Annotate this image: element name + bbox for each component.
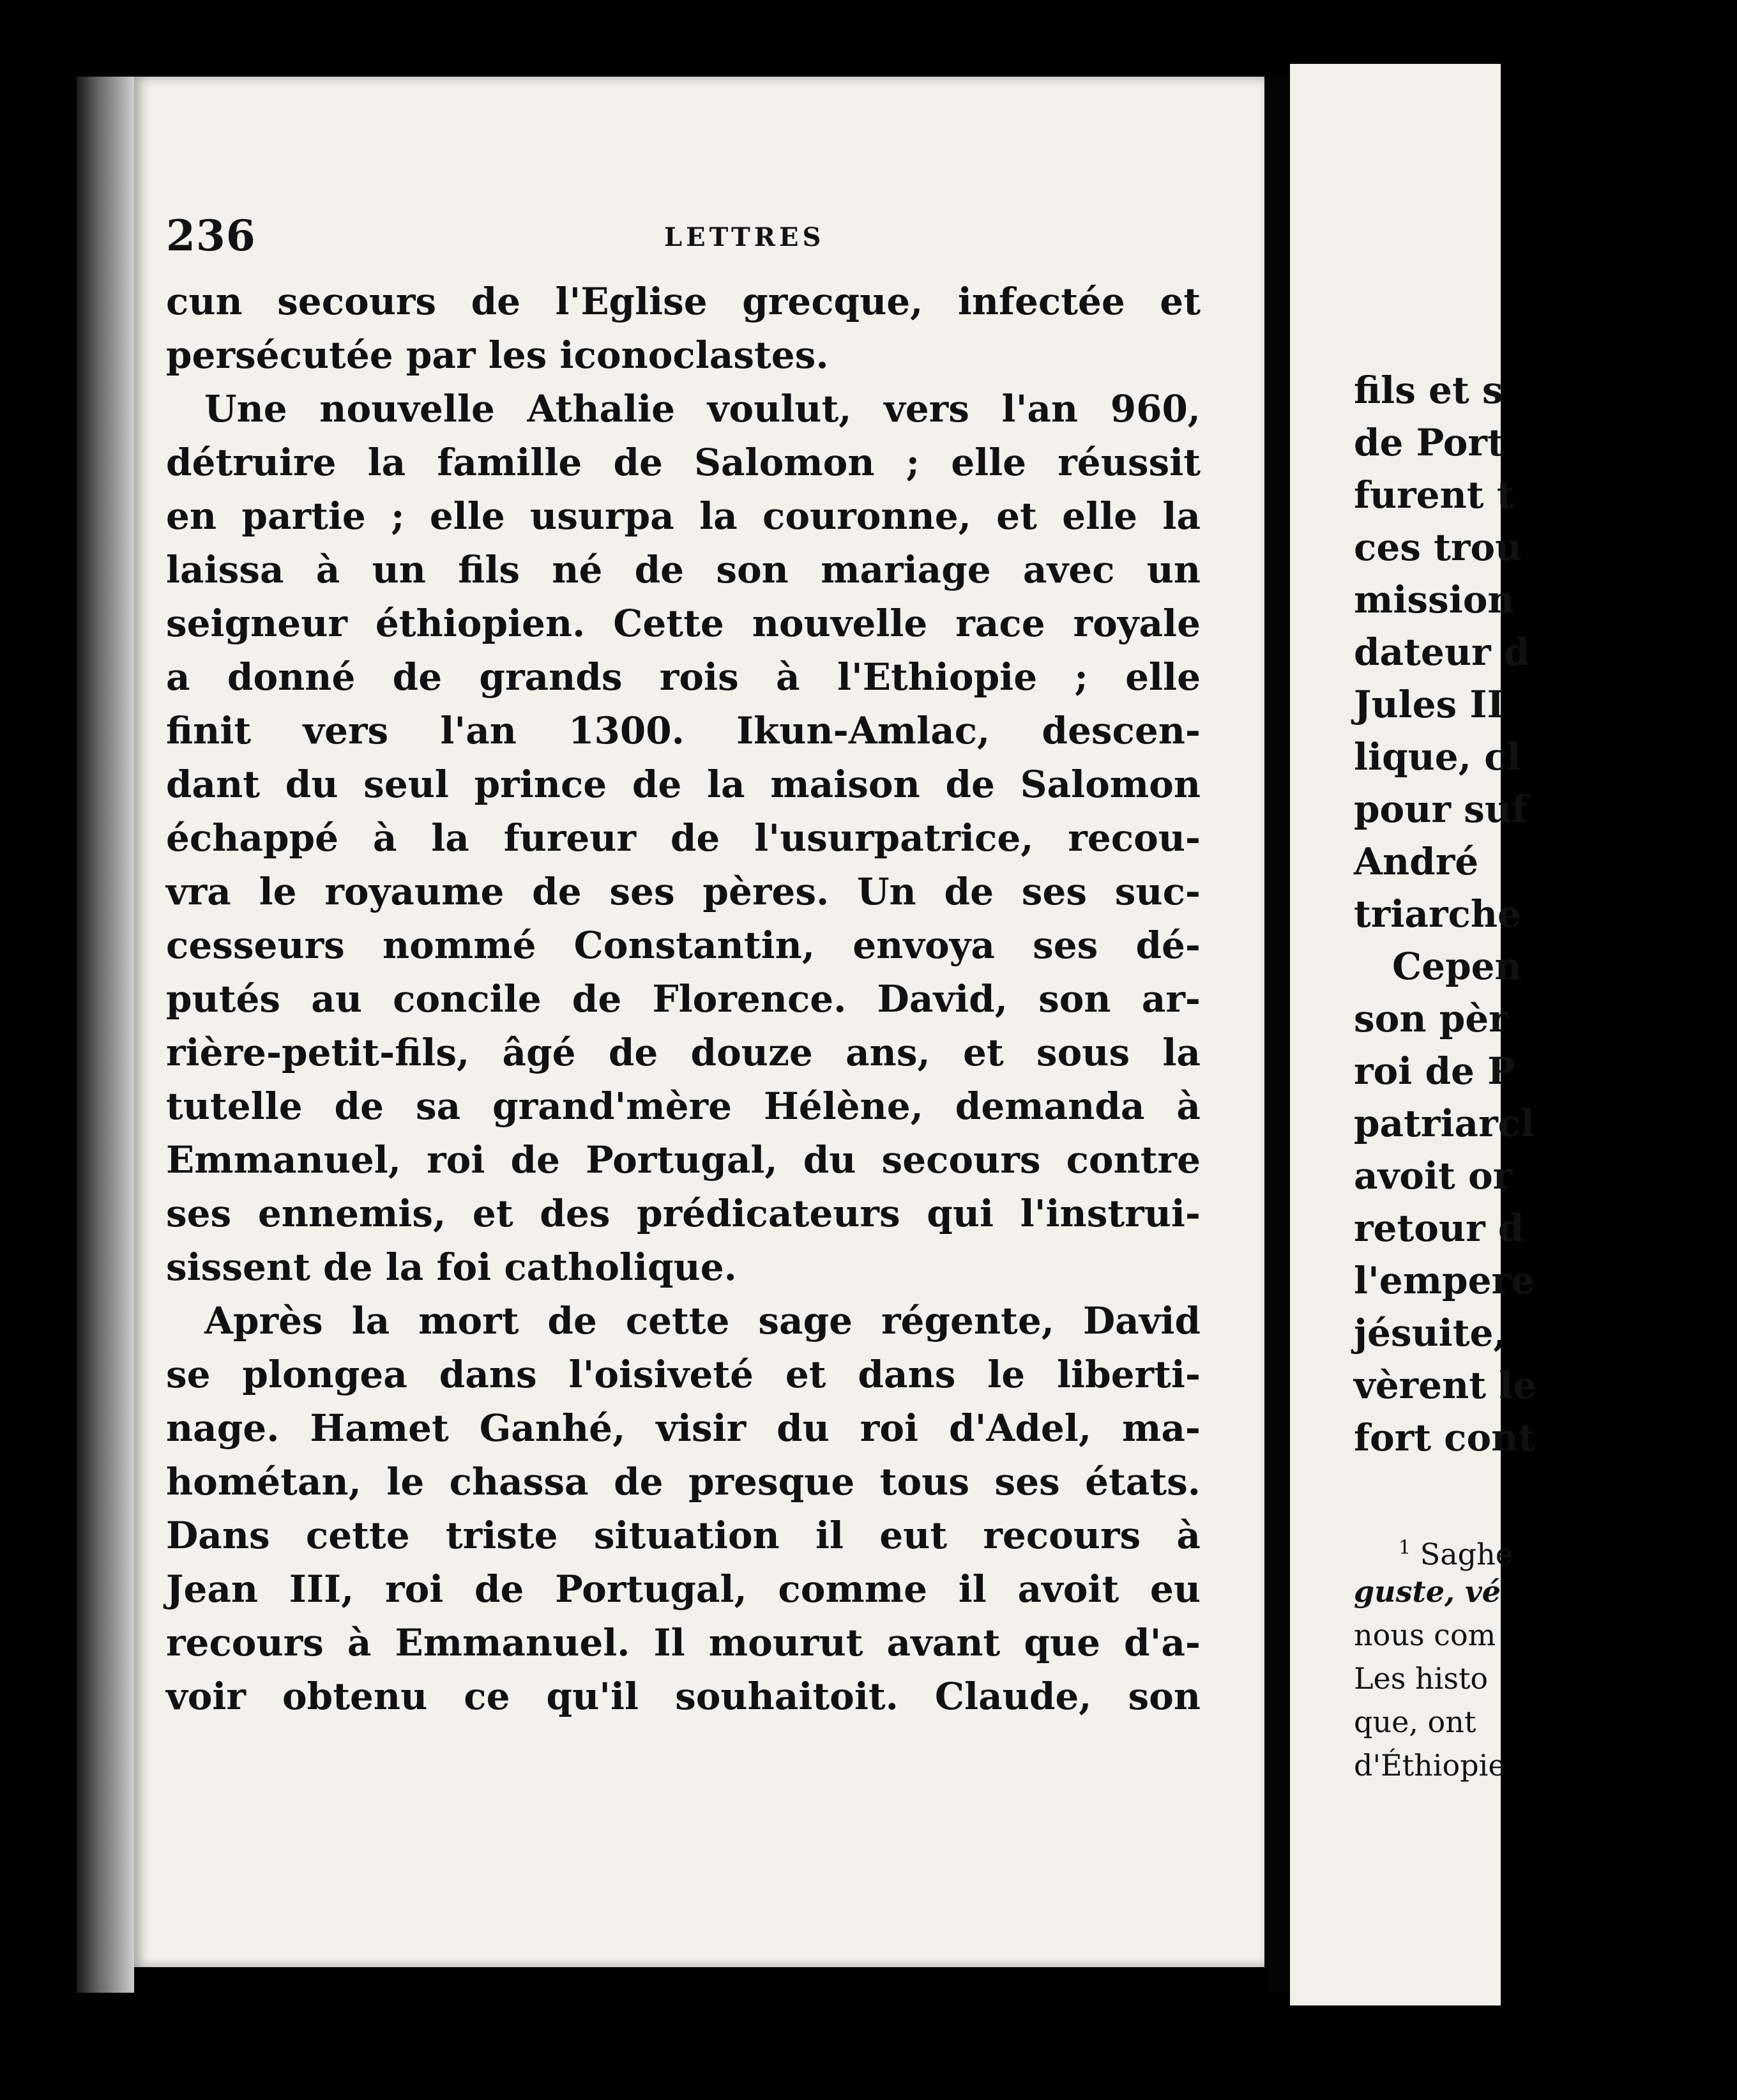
footnote-line: guste, vé <box>1354 1574 1501 1609</box>
text-line: cesseurs nommé Constantin, envoya ses dé- <box>166 924 1201 967</box>
text-line: lique, cl <box>1354 735 1521 779</box>
text-line: Une nouvelle Athalie voulut, vers l'an 960, <box>204 387 1201 430</box>
text-line: détruire la famille de Salomon ; elle réussit <box>166 441 1201 484</box>
text-line: échappé à la fureur de l'usurpatrice, recou- <box>166 816 1201 860</box>
text-line: recours à Emmanuel. Il mourut avant que d'a- <box>166 1621 1201 1664</box>
text-line: a donné de grands rois à l'Ethiopie ; elle <box>166 655 1201 699</box>
running-head: LETTRES <box>664 222 825 252</box>
text-line: dateur d <box>1354 630 1530 674</box>
text-line: patriarcl <box>1354 1102 1535 1145</box>
text-line: seigneur éthiopien. Cette nouvelle race royale <box>166 602 1201 645</box>
text-line: nage. Hamet Ganhé, visir du roi d'Adel, ma- <box>166 1406 1201 1450</box>
footnote-line: que, ont <box>1354 1705 1476 1739</box>
text-line: en partie ; elle usurpa la couronne, et elle la <box>166 494 1201 538</box>
book-binding-edge <box>77 77 134 1993</box>
footnote-line: nous com <box>1354 1618 1496 1652</box>
text-line: furent t <box>1354 473 1514 517</box>
text-line: persécutée par les iconoclastes. <box>166 333 829 377</box>
text-line: Dans cette triste situation il eut recours à <box>166 1514 1201 1557</box>
footnote-line <box>1354 1526 1737 1570</box>
text-line: fort cont <box>1354 1416 1536 1459</box>
text-line: l'empere <box>1354 1259 1535 1302</box>
text-line: vra le royaume de ses pères. Un de ses suc- <box>166 870 1201 913</box>
right-page-body <box>1354 364 1737 1464</box>
footnote-line: Les histo <box>1354 1661 1489 1696</box>
page-number: 236 <box>166 211 256 261</box>
text-line: cun secours de l'Eglise grecque, infectée et <box>166 280 1201 323</box>
text-line: Jules II <box>1354 683 1505 726</box>
text-line: son pèr <box>1354 997 1508 1040</box>
text-line: jésuite, <box>1354 1311 1506 1355</box>
text-line: putés au concile de Florence. David, son ar- <box>166 977 1201 1021</box>
text-line: rière-petit-fils, âgé de douze ans, et sous la <box>166 1031 1201 1074</box>
text-line: ses ennemis, et des prédicateurs qui l'instrui- <box>166 1192 1201 1235</box>
text-line: se plongea dans l'oisiveté et dans le liberti- <box>166 1353 1201 1396</box>
text-line: tutelle de sa grand'mère Hélène, demanda à <box>166 1084 1201 1128</box>
text-line: finit vers l'an 1300. Ikun-Amlac, descen- <box>166 709 1201 752</box>
text-line: laissa à un fils né de son mariage avec un <box>166 548 1201 591</box>
footnote-text: Saghe <box>1420 1537 1513 1572</box>
text-line: pour suf <box>1354 788 1528 831</box>
footnote-line: d'Éthiopie <box>1354 1748 1506 1783</box>
page-header <box>166 211 1201 262</box>
text-line: ces trou <box>1354 526 1522 569</box>
text-line: avoit or <box>1354 1154 1513 1198</box>
text-line: roi de P <box>1354 1049 1515 1093</box>
right-page <box>1290 64 1537 2005</box>
text-line: voir obtenu ce qu'il souhaitoit. Claude, son <box>166 1675 1201 1718</box>
text-line: de Port <box>1354 421 1505 464</box>
text-line: triarche <box>1354 892 1521 936</box>
footnotes <box>1354 1526 1737 1787</box>
text-line: fils et s <box>1354 369 1503 412</box>
left-page-body <box>166 275 1201 1723</box>
text-line: Emmanuel, roi de Portugal, du secours contre <box>166 1138 1201 1182</box>
text-line: mission <box>1354 578 1515 621</box>
text-line: Cepen <box>1392 945 1522 988</box>
text-line: hométan, le chassa de presque tous ses états. <box>166 1460 1201 1503</box>
text-line: dant du seul prince de la maison de Salomon <box>166 763 1201 806</box>
text-line: sissent de la foi catholique. <box>166 1245 737 1289</box>
text-line: Jean III, roi de Portugal, comme il avoit eu <box>166 1567 1201 1611</box>
text-line: vèrent le <box>1354 1364 1537 1407</box>
page-gutter <box>1268 77 1290 1993</box>
text-line: retour d <box>1354 1206 1524 1250</box>
text-line: Après la mort de cette sage régente, David <box>204 1299 1201 1343</box>
footnote-marker: 1 <box>1399 1537 1411 1559</box>
text-line: André <box>1354 840 1479 883</box>
